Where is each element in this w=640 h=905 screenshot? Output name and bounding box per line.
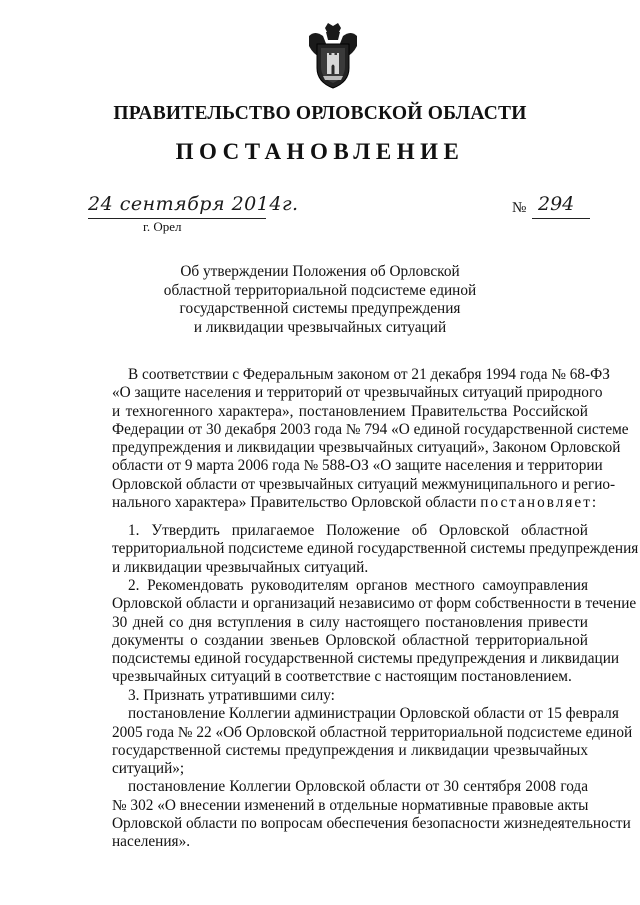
text-line: постановление Коллегии администрации Орловской области от 15 февраля <box>128 705 619 723</box>
text-line-part: нального характера» Правительство Орловской области <box>112 494 481 512</box>
text-line: 30 дней со дня вступления в силу настоящего постановления привести <box>112 613 588 631</box>
text-line: подсистемы единой государственной системы предупреждения и ликвидации <box>112 650 620 668</box>
text-line: территориальной подсистеме единой государственной системы предупреждения <box>112 540 639 558</box>
subject-line: областной территориальной подсистеме единой <box>163 281 477 299</box>
subject-line: государственной системы предупреждения <box>179 300 461 317</box>
text-line: предупреждения и ликвидации чрезвычайных ситуаций», Законом Орловской <box>112 439 621 457</box>
text-line: 2. Рекомендовать руководителям органов местного самоуправления <box>128 577 588 594</box>
text-line: ситуаций»; <box>112 760 185 778</box>
document-type-title: ПОСТАНОВЛЕНИЕ <box>175 139 465 164</box>
text-line: Орловской области по вопросам обеспечения безопасности жизнедеятельности <box>112 815 631 833</box>
text-line: 2005 года № 22 «Об Орловской областной территориальной подсистеме единой <box>112 723 633 741</box>
city-label: г. Орел <box>143 219 182 234</box>
handwritten-number: 294 <box>538 193 575 215</box>
text-line: «О защите населения и территорий от чрезвычайных ситуаций природного <box>112 384 603 402</box>
text-line: В соответствии с Федеральным законом от 21 декабря 1994 года № 68-ФЗ <box>128 366 610 383</box>
item-3-paragraph <box>112 687 633 852</box>
number-label: № <box>512 200 527 216</box>
text-line: 3. Признать утратившими силу: <box>128 687 335 704</box>
item-2-paragraph <box>112 577 637 687</box>
text-line: населения». <box>112 833 191 851</box>
text-line: постановление Коллегии Орловской области от 30 сентября 2008 года <box>128 778 588 796</box>
text-line: 1. Утвердить прилагаемое Положение об Орловской областной <box>128 522 588 539</box>
subject-line: Об утверждении Положения об Орловской <box>180 263 460 280</box>
subject-line: и ликвидации чрезвычайных ситуаций <box>193 318 447 336</box>
resolves-word: постановляет: <box>480 494 599 512</box>
text-line: и техногенного характера», постановлением Правительства Российской <box>112 402 588 420</box>
item-1-paragraph <box>112 522 639 577</box>
text-line: государственной системы предупреждения и ликвидации чрезвычайных <box>112 741 588 759</box>
organization-title: ПРАВИТЕЛЬСТВО ОРЛОВСКОЙ ОБЛАСТИ <box>113 103 527 124</box>
document-subject <box>140 263 500 337</box>
text-line: чрезвычайных ситуаций в соответствие с настоящим постановлением. <box>112 668 572 686</box>
text-line: Федерации от 30 декабря 2003 года № 794 «О единой государственной системе <box>112 420 629 438</box>
handwritten-date: 24 сентября 2014г. <box>88 193 299 215</box>
text-line: Орловской области от чрезвычайных ситуаций межмуниципального и регио- <box>112 475 616 493</box>
preamble-paragraph <box>112 366 629 512</box>
text-line: Орловской области и организаций независимо от форм собственности в течение <box>112 595 637 613</box>
coat-of-arms-icon <box>305 22 361 90</box>
text-line: документы о создании звеньев Орловской областной территориальной <box>112 631 588 649</box>
text-line: области от 9 марта 2006 года № 588-ОЗ «О защите населения и территории <box>112 457 603 475</box>
text-line <box>112 494 599 512</box>
number-underline <box>532 218 590 219</box>
text-line: и ликвидации чрезвычайных ситуаций. <box>112 558 369 576</box>
text-line: № 302 «О внесении изменений в отдельные нормативные правовые акты <box>112 796 589 814</box>
